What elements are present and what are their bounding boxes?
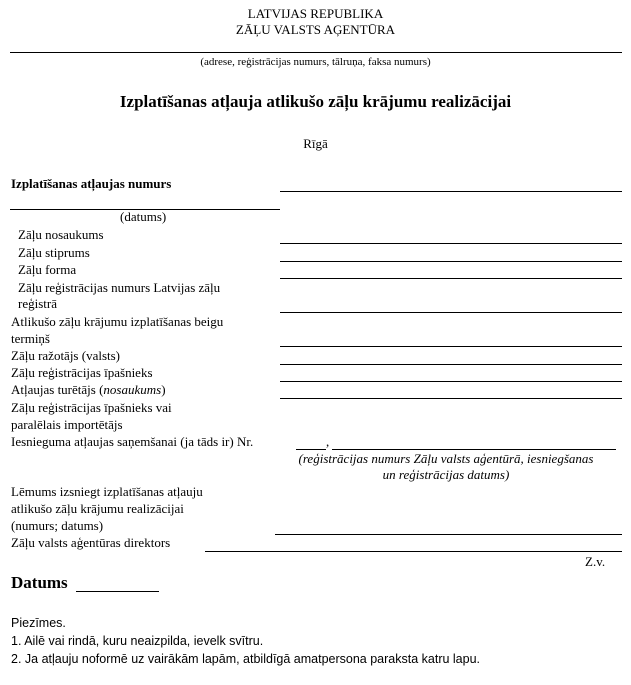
drug-name-label: Zāļu nosaukums <box>18 227 104 242</box>
agency-name: ZĀĻU VALSTS AĢENTŪRA <box>235 22 396 37</box>
drug-name-line <box>280 243 622 244</box>
reg-number-line <box>280 312 622 313</box>
country-name: LATVIJAS REPUBLIKA <box>247 6 384 21</box>
seal-mark: Z.v. <box>585 554 606 569</box>
application-details-line <box>332 449 616 450</box>
decision-label-line3: (numurs; datums) <box>11 518 104 533</box>
director-label: Zāļu valsts aģentūras direktors <box>11 535 171 550</box>
reg-number-label-line2: reģistrā <box>18 296 57 311</box>
date-label: Datums <box>11 573 68 592</box>
holder-importer-label-line2: paralēlais importētājs <box>11 417 123 432</box>
drug-strength-label: Zāļu stiprums <box>18 245 90 260</box>
note-item-2: 2. Ja atļauju noformē uz vairākām lapām, atbildīgā amatpersona paraksta katru lapu. <box>11 652 481 666</box>
application-number-line <box>296 449 326 450</box>
decision-line <box>275 534 622 535</box>
date-value-line <box>76 591 159 592</box>
reg-number-label-line1: Zāļu reģistrācijas numurs Latvijas zāļu <box>18 280 221 295</box>
permit-holder-line <box>280 398 622 399</box>
drug-strength-line <box>280 261 622 262</box>
director-signature-line <box>205 551 622 552</box>
permit-number-line <box>280 191 622 192</box>
decision-label-line2: atlikušo zāļu krājumu realizācijai <box>11 501 184 516</box>
reg-holder-label: Zāļu reģistrācijas īpašnieks <box>11 365 153 380</box>
permit-holder-prefix: Atļaujas turētājs ( <box>11 382 104 397</box>
holder-importer-label-line1: Zāļu reģistrācijas īpašnieks vai <box>11 400 172 415</box>
address-line <box>10 52 622 53</box>
drug-form-label: Zāļu forma <box>18 262 77 277</box>
application-comma: , <box>326 434 330 449</box>
manufacturer-label: Zāļu ražotājs (valsts) <box>11 348 121 363</box>
permit-holder-suffix: ) <box>161 382 166 397</box>
end-term-label-line2: termiņš <box>11 331 50 346</box>
decision-label-line1: Lēmums izsniegt izplatīšanas atļauju <box>11 484 203 499</box>
application-hint-line1: (reģistrācijas numurs Zāļu valsts aģentūrā, iesniegšanas <box>298 451 594 466</box>
notes-heading: Piezīmes. <box>11 616 66 630</box>
address-hint: (adrese, reģistrācijas numurs, tālruņa, faksa numurs) <box>200 56 431 68</box>
document-title: Izplatīšanas atļauja atlikušo zāļu krājumu realizācijai <box>119 92 512 111</box>
date-hint: (datums) <box>120 209 167 224</box>
drug-form-line <box>280 278 622 279</box>
application-hint-line2: un reģistrācijas datums) <box>382 467 510 482</box>
reg-holder-line <box>280 381 622 382</box>
application-label: Iesnieguma atļaujas saņemšanai (ja tāds ir) Nr. <box>11 434 254 449</box>
city: Rīgā <box>303 136 328 151</box>
manufacturer-line <box>280 364 622 365</box>
end-term-label-line1: Atlikušo zāļu krājumu izplatīšanas beigu <box>11 314 224 329</box>
permit-holder-label <box>11 382 166 398</box>
permit-holder-italic: nosaukums <box>103 382 162 397</box>
permit-number-label: Izplatīšanas atļaujas numurs <box>11 176 172 191</box>
note-item-1: 1. Ailē vai rindā, kuru neaizpilda, ievelk svītru. <box>11 634 264 648</box>
end-term-line <box>280 346 622 347</box>
